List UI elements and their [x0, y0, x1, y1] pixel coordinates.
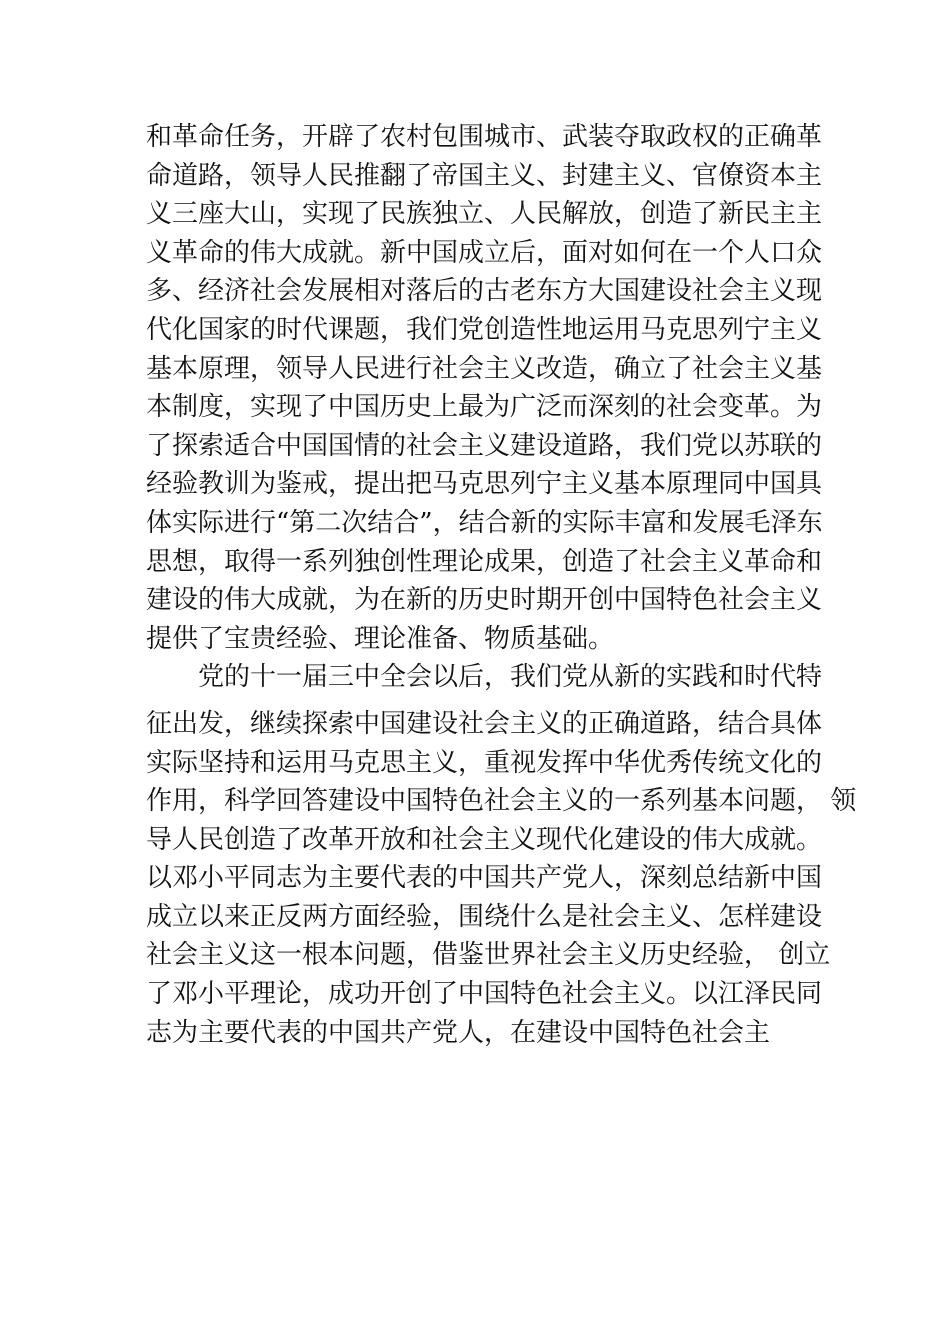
paragraph-2-line: 社会主义这一根本问题，借鉴世界社会主义历史经验， 创立: [146, 940, 831, 971]
paragraph-2-line: 作用，科学回答建设中国特色社会主义的一系列基本问题， 领: [146, 786, 857, 817]
paragraph-2-line: 实际坚持和运用马克思主义，重视发挥中华优秀传统文化的: [146, 747, 823, 778]
paragraph-1-line: 义三座大山，实现了民族独立、人民解放，创造了新民主主: [146, 199, 823, 230]
line-gap: [146, 697, 816, 705]
paragraph-2-line: 征出发，继续探索中国建设社会主义的正确道路，结合具体: [146, 708, 823, 739]
paragraph-1-line: 多、经济社会发展相对落后的古老东方大国建设社会主义现: [146, 276, 823, 307]
paragraph-1-line: 经验教训为鉴戒，提出把马克思列宁主义基本原理同中国具: [146, 469, 823, 500]
paragraph-2-line: 以邓小平同志为主要代表的中国共产党人，深刻总结新中国: [146, 863, 823, 894]
paragraph-1-last-line: 提供了宝贵经验、理论准备、物质基础。: [146, 623, 615, 654]
paragraph-2-line: 导人民创造了改革开放和社会主义现代化建设的伟大成就。: [146, 824, 823, 855]
paragraph-1-line: 义革命的伟大成就。新中国成立后，面对如何在一个人口众: [146, 237, 823, 268]
paragraph-1-line: 体实际进行“第二次结合”，结合新的实际丰富和发展毛泽东: [146, 507, 823, 538]
paragraph-1-line: 思想，取得一系列独创性理论成果，创造了社会主义革命和: [146, 546, 823, 577]
paragraph-1-line: 和革命任务，开辟了农村包围城市、武装夺取政权的正确革: [146, 122, 823, 152]
paragraph-1-line: 基本原理，领导人民进行社会主义改造，确立了社会主义基: [146, 353, 823, 384]
paragraph-1-line: 命道路，领导人民推翻了帝国主义、封建主义、官僚资本主: [146, 160, 823, 191]
paragraph-2-line: 成立以来正反两方面经验，围绕什么是社会主义、怎样建设: [146, 901, 823, 932]
paragraph-1-line: 本制度，实现了中国历史上最为广泛而深刻的社会变革。为: [146, 392, 823, 423]
paragraph-2-line: 了邓小平理论，成功开创了中国特色社会主义。以江泽民同: [146, 979, 823, 1010]
paragraph-1-line: 了探索适合中国国情的社会主义建设道路，我们党以苏联的: [146, 430, 823, 461]
paragraph-1-line: 建设的伟大成就，为在新的历史时期开创中国特色社会主义: [146, 585, 823, 616]
document-body: [146, 118, 857, 1052]
paragraph-1-line: 代化国家的时代课题，我们党创造性地运用马克思列宁主义: [146, 314, 823, 345]
paragraph-2-last-line: 志为主要代表的中国共产党人，在建设中国特色社会主: [146, 1017, 771, 1048]
paragraph-2-first-line: 党的十一届三中全会以后，我们党从新的实践和时代特: [198, 662, 823, 693]
